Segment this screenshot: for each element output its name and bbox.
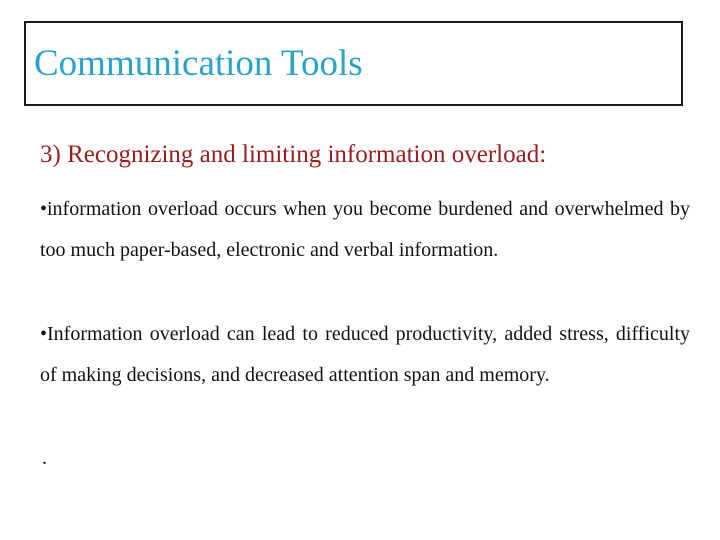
slide-title: Communication Tools [34, 43, 363, 84]
bullet-paragraph-2: •Information overload can lead to reduced productivity, added stress, difficulty of making decisions, and decreased attention span and memory. [40, 323, 690, 386]
trailing-period: . [42, 447, 47, 469]
section-heading: 3) Recognizing and limiting information overload: [40, 141, 547, 168]
bullet-paragraph-1: •information overload occurs when you become burdened and overwhelmed by too much paper-based, electronic and verbal information. [40, 198, 690, 261]
title-box [24, 21, 683, 106]
